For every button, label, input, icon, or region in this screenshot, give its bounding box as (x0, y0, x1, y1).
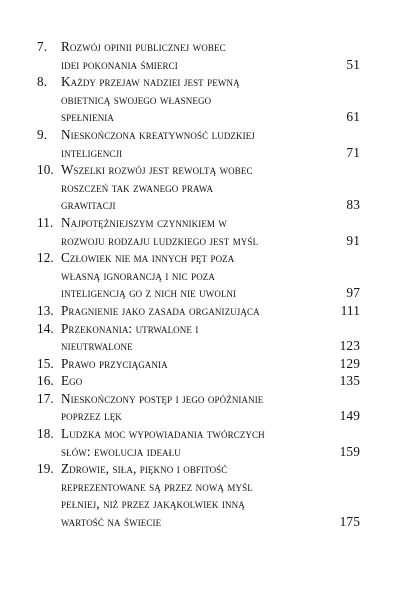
toc-entry (37, 302, 360, 320)
chapter-number: 10. (37, 162, 54, 178)
chapter-title-line: słów: ewolucja ideału (61, 443, 181, 459)
chapter-number: 14. (37, 320, 54, 336)
toc-entry-line (37, 91, 360, 109)
chapter-number: 17. (37, 390, 54, 406)
page-number: 61 (346, 109, 360, 125)
chapter-title-line: Najpotężniejszym czynnikiem w (61, 214, 228, 230)
toc-entry-line (37, 390, 360, 408)
toc-entry (37, 355, 360, 373)
chapter-number: 8. (37, 74, 48, 90)
chapter-title-line: Nieskończony postęp i jego opóźnianie (61, 390, 264, 406)
chapter-title-line: Przekonania: utrwalone i (61, 320, 199, 336)
toc-entry-line (37, 56, 360, 74)
chapter-title-line: Człowiek nie ma innych pęt poza (61, 250, 235, 266)
page-number: 159 (339, 443, 360, 459)
toc-entry (37, 126, 360, 161)
page-number: 135 (339, 373, 360, 389)
toc-entry-line (37, 144, 360, 162)
chapter-number: 11. (37, 214, 54, 230)
chapter-number: 13. (37, 302, 54, 318)
toc-entry-line (37, 249, 360, 267)
chapter-title-line: Nieskończona kreatywność ludzkiej (61, 126, 255, 142)
toc-entry-line (37, 179, 360, 197)
chapter-title-line: własną ignorancją i nic poza (61, 267, 215, 283)
toc-entry (37, 372, 360, 390)
chapter-title-line: poprzez lęk (61, 408, 122, 424)
toc-entry (37, 390, 360, 425)
chapter-title-line: idei pokonania śmierci (61, 56, 178, 72)
toc-entry (37, 73, 360, 126)
toc-entry-line (37, 232, 360, 250)
chapter-title-line: Prawo przyciągania (61, 355, 168, 371)
page-number: 175 (339, 514, 360, 530)
chapter-title-line: Rozwój opinii publicznej wobec (61, 39, 226, 54)
toc-entry-line (37, 495, 360, 513)
chapter-number: 15. (37, 355, 54, 371)
chapter-number: 18. (37, 426, 54, 442)
table-of-contents (37, 38, 360, 531)
toc-entry (37, 320, 360, 355)
page-number: 97 (346, 285, 360, 301)
chapter-title-line: Wszelki rozwój jest rewoltą wobec (61, 162, 253, 178)
toc-entry (37, 460, 360, 530)
toc-entry-line (37, 302, 360, 320)
chapter-number: 16. (37, 373, 54, 389)
toc-entry-line (37, 478, 360, 496)
page-number: 111 (340, 302, 360, 318)
toc-entry-line (37, 320, 360, 338)
toc-entry-line (37, 425, 360, 443)
toc-entry-line (37, 355, 360, 373)
chapter-title-line: Ego (61, 373, 83, 389)
toc-entry-line (37, 513, 360, 531)
toc-entry-line (37, 126, 360, 144)
toc-entry-line (37, 337, 360, 355)
page-number: 83 (346, 197, 360, 213)
page-number: 51 (346, 56, 360, 72)
chapter-title-line: inteligencji (61, 144, 123, 160)
chapter-title-line: rozwoju rodzaju ludzkiego jest myśl (61, 232, 259, 248)
chapter-title-line: inteligencją go z nich nie uwolni (61, 285, 237, 301)
page-number: 123 (339, 338, 360, 354)
chapter-title-line: Każdy przejaw nadziei jest pewną (61, 74, 240, 90)
chapter-number: 7. (37, 39, 48, 54)
chapter-number: 12. (37, 250, 54, 266)
chapter-number: 19. (37, 461, 54, 477)
toc-entry-line (37, 73, 360, 91)
chapter-title-line: roszczeń tak zwanego prawa (61, 179, 214, 195)
toc-entry-line (37, 161, 360, 179)
toc-entry (37, 249, 360, 302)
toc-entry-line (37, 372, 360, 390)
toc-entry (37, 425, 360, 460)
chapter-title-line: pełniej, niż przez jakąkolwiek inną (61, 496, 245, 512)
toc-entry (37, 38, 360, 73)
toc-entry (37, 161, 360, 214)
page-number: 71 (346, 144, 360, 160)
chapter-title-line: Zdrowie, siła, piękno i obfitość (61, 461, 228, 477)
chapter-title-line: reprezentowane są przez nową myśl (61, 478, 253, 494)
chapter-title-line: nieutrwalone (61, 338, 133, 354)
toc-entry-line (37, 284, 360, 302)
chapter-title-line: obietnicą swojego własnego (61, 91, 212, 107)
toc-entry-line (37, 267, 360, 285)
chapter-title-line: wartość na świecie (61, 514, 162, 530)
chapter-title-line: Ludzka moc wypowiadania twórczych (61, 426, 265, 442)
toc-entry-line (37, 108, 360, 126)
toc-entry (37, 214, 360, 249)
chapter-title-line: Pragnienie jako zasada organizująca (61, 302, 260, 318)
page-number: 91 (346, 232, 360, 248)
toc-entry-line (37, 196, 360, 214)
toc-entry-line (37, 460, 360, 478)
toc-entry-line (37, 214, 360, 232)
toc-entry-line (37, 407, 360, 425)
chapter-title-line: grawitacji (61, 197, 116, 213)
toc-entry-line (37, 443, 360, 461)
page-number: 129 (339, 355, 360, 371)
page-number: 149 (339, 408, 360, 424)
toc-entry-line (37, 38, 360, 56)
chapter-number: 9. (37, 126, 48, 142)
chapter-title-line: spełnienia (61, 109, 114, 125)
